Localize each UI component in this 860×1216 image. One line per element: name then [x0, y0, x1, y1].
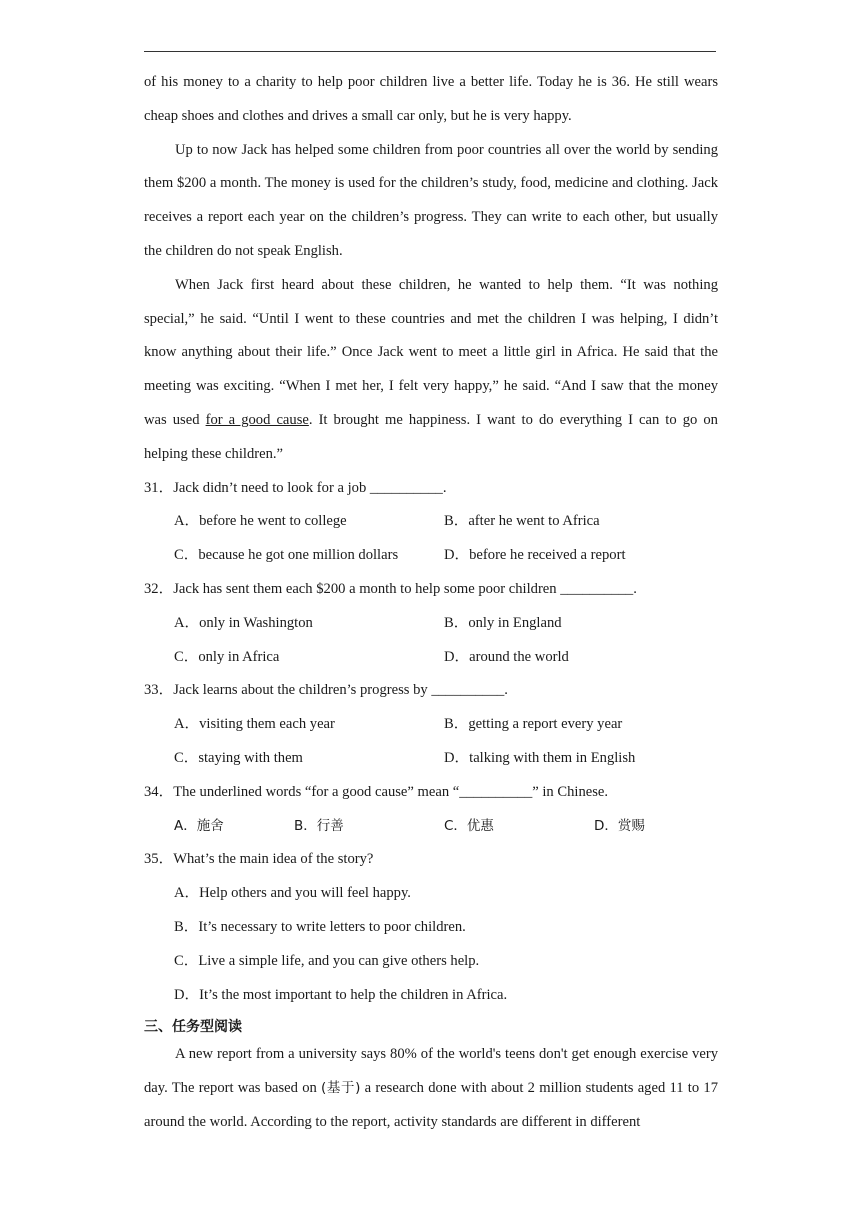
question-32-options-row-2	[174, 641, 718, 675]
question-34-option-b[interactable]: B．行善	[294, 817, 344, 834]
section-3-paragraph	[144, 1038, 718, 1139]
section-3-text-a: A new report from a university says 80% of the world's teens don't get enough exercise very day. The report was based on	[144, 1046, 718, 1097]
question-32-options-row-1	[174, 607, 718, 641]
question-35-option-a[interactable]: A．Help others and you will feel happy.	[174, 885, 411, 902]
paragraph-1: of his money to a charity to help poor children live a better life. Today he is 36. He still wears cheap shoes and clothes and drives a small car only, but he is very happy.	[144, 74, 718, 124]
document-page	[144, 66, 718, 1140]
question-32-option-d[interactable]: D．around the world	[444, 648, 569, 665]
question-35-option-d[interactable]: D．It’s the most important to help the children in Africa.	[174, 986, 508, 1003]
question-31-option-b[interactable]: B．after he went to Africa	[444, 513, 600, 530]
question-31-stem: 31．Jack didn’t need to look for a job __________.	[144, 479, 447, 496]
question-34-option-a[interactable]: A．施舍	[174, 817, 224, 834]
question-33-options-row-1	[174, 708, 718, 742]
question-33-option-a[interactable]: A．visiting them each year	[174, 716, 335, 733]
paragraph-3	[144, 269, 718, 472]
paragraph-3-text-b: . It brought me happiness. I want to do everything I can to go on helping these children.”	[144, 411, 718, 462]
question-32-stem: 32．Jack has sent them each $200 a month to help some poor children __________.	[144, 580, 637, 597]
question-35-stem: 35．What’s the main idea of the story?	[144, 851, 374, 868]
header-rule	[144, 51, 716, 52]
question-31-options-row-1	[174, 505, 718, 539]
question-33-option-c[interactable]: C．staying with them	[174, 749, 303, 766]
question-32-option-c[interactable]: C．only in Africa	[174, 648, 280, 665]
section-3-heading: 三、任务型阅读	[144, 1019, 242, 1036]
underlined-phrase: for a good cause	[205, 411, 309, 428]
question-35-option-b[interactable]: B．It’s necessary to write letters to poor children.	[174, 918, 466, 935]
question-35-option-c[interactable]: C．Live a simple life, and you can give others help.	[174, 952, 480, 969]
paragraph-2: Up to now Jack has helped some children from poor countries all over the world by sending them $200 a month. The money is used for the children’s study, food, medicine and clothing. Jack receives a report each year on the children’s progress. They can write to each other, but usually the children do not speak English.	[144, 141, 718, 259]
section-3-cjk-note: (基于)	[321, 1080, 361, 1097]
question-31-options-row-2	[174, 539, 718, 573]
question-33-stem: 33．Jack learns about the children’s progress by __________.	[144, 682, 508, 699]
question-31-option-c[interactable]: C．because he got one million dollars	[174, 547, 399, 564]
question-33-option-d[interactable]: D．talking with them in English	[444, 749, 636, 766]
section-3-text-b: a research done with about 2 million students aged 11 to 17 around the world. According to the report, activity standards are different in different	[144, 1080, 718, 1130]
question-32-option-b[interactable]: B．only in England	[444, 614, 562, 631]
question-31-option-d[interactable]: D．before he received a report	[444, 547, 626, 564]
paragraph-3-text-a: When Jack first heard about these children, he wanted to help them. “It was nothing special,” he said. “Until I went to these countries and met the children I was helping, I didn’t know anything about their life.” Once Jack went to meet a little girl in Africa. He said that the meeting was exciting. “When I met her, I felt very happy,” he said. “And I saw that the money was used	[144, 276, 718, 428]
question-33-options-row-2	[174, 742, 718, 776]
question-31-option-a[interactable]: A．before he went to college	[174, 513, 347, 530]
question-32-option-a[interactable]: A．only in Washington	[174, 614, 313, 631]
question-33-option-b[interactable]: B．getting a report every year	[444, 716, 623, 733]
question-34-options-row	[174, 810, 718, 844]
question-34-option-c[interactable]: C．优惠	[444, 817, 494, 834]
question-34-stem: 34．The underlined words “for a good cause” mean “__________” in Chinese.	[144, 783, 609, 800]
question-34-option-d[interactable]: D．赏赐	[594, 817, 645, 834]
